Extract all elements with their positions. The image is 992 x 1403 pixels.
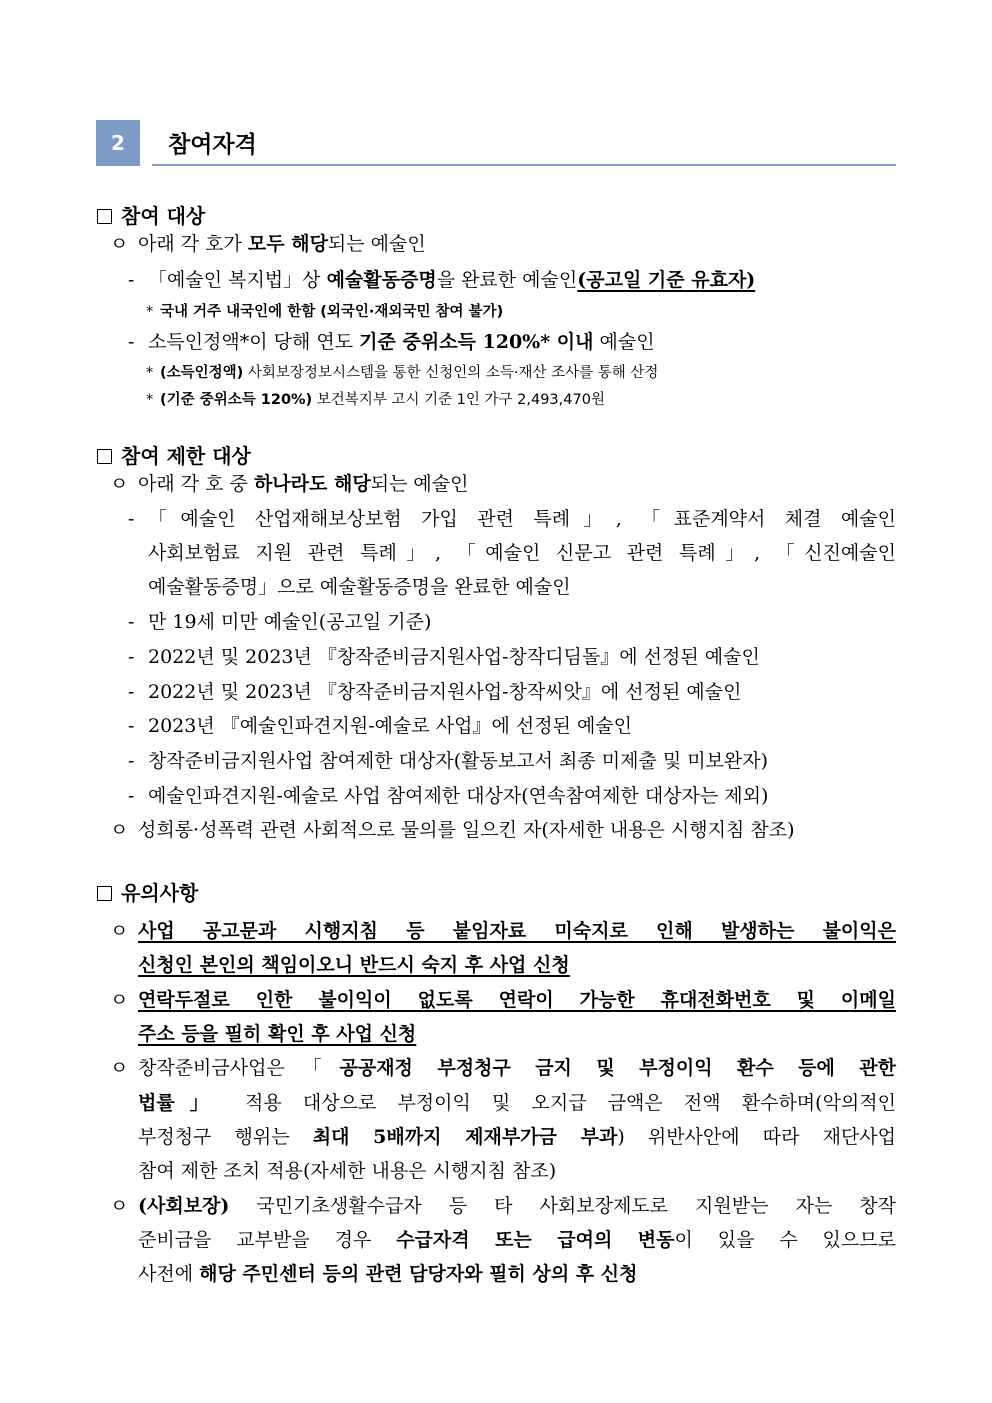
item-special-cases-line2: 사회보험료 지원 관련 특례」, 「예술인 신문고 관련 특례」, 「신진예술인 — [148, 542, 896, 564]
note-fraud-law-line3: 부정청구 행위는 최대 5배까지 제재부가금 부과) 위반사안에 따라 재단사업 — [138, 1126, 896, 1148]
heading-notes: 유의사항 — [97, 877, 198, 906]
bullet-all-conditions: 아래 각 호가 모두 해당되는 예술인 — [138, 233, 426, 255]
item-special-cases-line1: 「예술인 산업재해보상보험 가입 관련 특례」, 「표준계약서 체결 예술인 — [148, 508, 896, 530]
item-special-cases-line3: 예술활동증명」으로 예술활동증명을 완료한 예술인 — [148, 576, 571, 598]
note-social-security-line2: 준비금을 교부받을 경우 수급자격 또는 급여의 변동이 있을 수 있으므로 — [138, 1229, 896, 1251]
dash-marker: - — [128, 269, 135, 291]
heading-participation-target: 참여 대상 — [97, 200, 205, 229]
checkbox-square-icon — [97, 449, 112, 464]
dash-marker: - — [128, 331, 135, 353]
note-social-security-line1: (사회보장) 국민기초생활수급자 등 타 사회보장제도로 지원받는 자는 창작 — [138, 1195, 896, 1217]
item-art-activity-certificate: 「예술인 복지법」상 예술활동증명을 완료한 예술인(공고일 기준 유효자) — [148, 269, 756, 291]
note-asterisk: * — [146, 392, 154, 408]
section-number-badge: 2 — [96, 120, 140, 166]
bullet-any-condition: 아래 각 호 중 하나라도 해당되는 예술인 — [138, 473, 469, 495]
circle-bullet-icon: ㅇ — [110, 473, 129, 495]
dash-marker: - — [128, 750, 135, 772]
section-title: 참여자격 — [168, 132, 257, 158]
item-yesullo-selected: 2023년 『예술인파견지원-예술로 사업』에 선정된 예술인 — [148, 715, 633, 737]
dash-marker: - — [128, 715, 135, 737]
item-ssiat-selected: 2022년 및 2023년 『창작준비금지원사업-창작씨앗』에 선정된 예술인 — [148, 681, 742, 703]
circle-bullet-icon: ㅇ — [110, 989, 129, 1011]
circle-bullet-icon: ㅇ — [110, 920, 129, 942]
circle-bullet-icon: ㅇ — [110, 233, 129, 255]
note-read-documents-line2: 신청인 본인의 책임이오니 반드시 숙지 후 사업 신청 — [138, 954, 570, 976]
note-asterisk: * — [146, 304, 154, 320]
item-didimdol-selected: 2022년 및 2023년 『창작준비금지원사업-창작디딤돌』에 선정된 예술인 — [148, 646, 760, 668]
note-social-security-line3: 사전에 해당 주민센터 등의 관련 담당자와 필히 상의 후 신청 — [138, 1263, 638, 1285]
circle-bullet-icon: ㅇ — [110, 1057, 129, 1079]
dash-marker: - — [128, 785, 135, 807]
checkbox-square-icon — [97, 209, 112, 224]
note-read-documents-line1: 사업 공고문과 시행지침 등 붙임자료 미숙지로 인해 발생하는 불이익은 — [138, 920, 896, 942]
item-creation-fund-restricted: 창작준비금지원사업 참여제한 대상자(활동보고서 최종 미제출 및 미보완자) — [148, 750, 769, 772]
item-under-19: 만 19세 미만 예술인(공고일 기준) — [148, 611, 432, 633]
note-fraud-law-line2: 법률」 적용 대상으로 부정이익 및 오지급 금액은 전액 환수하며(악의적인 — [138, 1092, 896, 1114]
dash-marker: - — [128, 611, 135, 633]
circle-bullet-icon: ㅇ — [110, 1195, 129, 1217]
section-underline — [152, 164, 896, 166]
note-contact-info-line1: 연락두절로 인한 불이익이 없도록 연락이 가능한 휴대전화번호 및 이메일 — [138, 989, 896, 1011]
bullet-harassment: 성희롱·성폭력 관련 사회적으로 물의를 일으킨 자(자세한 내용은 시행지침 참조) — [138, 819, 795, 841]
note-asterisk: * — [146, 365, 154, 381]
note-median-income: (기준 중위소득 120%) 보건복지부 고시 기준 1인 가구 2,493,470원 — [160, 392, 605, 408]
circle-bullet-icon: ㅇ — [110, 819, 129, 841]
heading-restricted-target: 참여 제한 대상 — [97, 440, 251, 469]
item-yesullo-restricted: 예술인파견지원-예술로 사업 참여제한 대상자(연속참여제한 대상자는 제외) — [148, 785, 769, 807]
section-header — [96, 120, 896, 166]
note-contact-info-line2: 주소 등을 필히 확인 후 사업 신청 — [138, 1023, 417, 1045]
item-income-criteria: 소득인정액*이 당해 연도 기준 중위소득 120%* 이내 예술인 — [148, 331, 655, 353]
checkbox-square-icon — [97, 886, 112, 901]
note-income-recognition: (소득인정액) 사회보장정보시스템을 통한 신청인의 소득·재산 조사를 통해 산정 — [160, 365, 659, 381]
note-fraud-law-line1: 창작준비금사업은「공공재정 부정청구 금지 및 부정이익 환수 등에 관한 — [138, 1057, 896, 1079]
dash-marker: - — [128, 646, 135, 668]
dash-marker: - — [128, 681, 135, 703]
note-fraud-law-line4: 참여 제한 조치 적용(자세한 내용은 시행지침 참조) — [138, 1160, 557, 1182]
note-domestic-residents: 국내 거주 내국인에 한함 (외국인·재외국민 참여 불가) — [160, 304, 504, 320]
dash-marker: - — [128, 508, 135, 530]
